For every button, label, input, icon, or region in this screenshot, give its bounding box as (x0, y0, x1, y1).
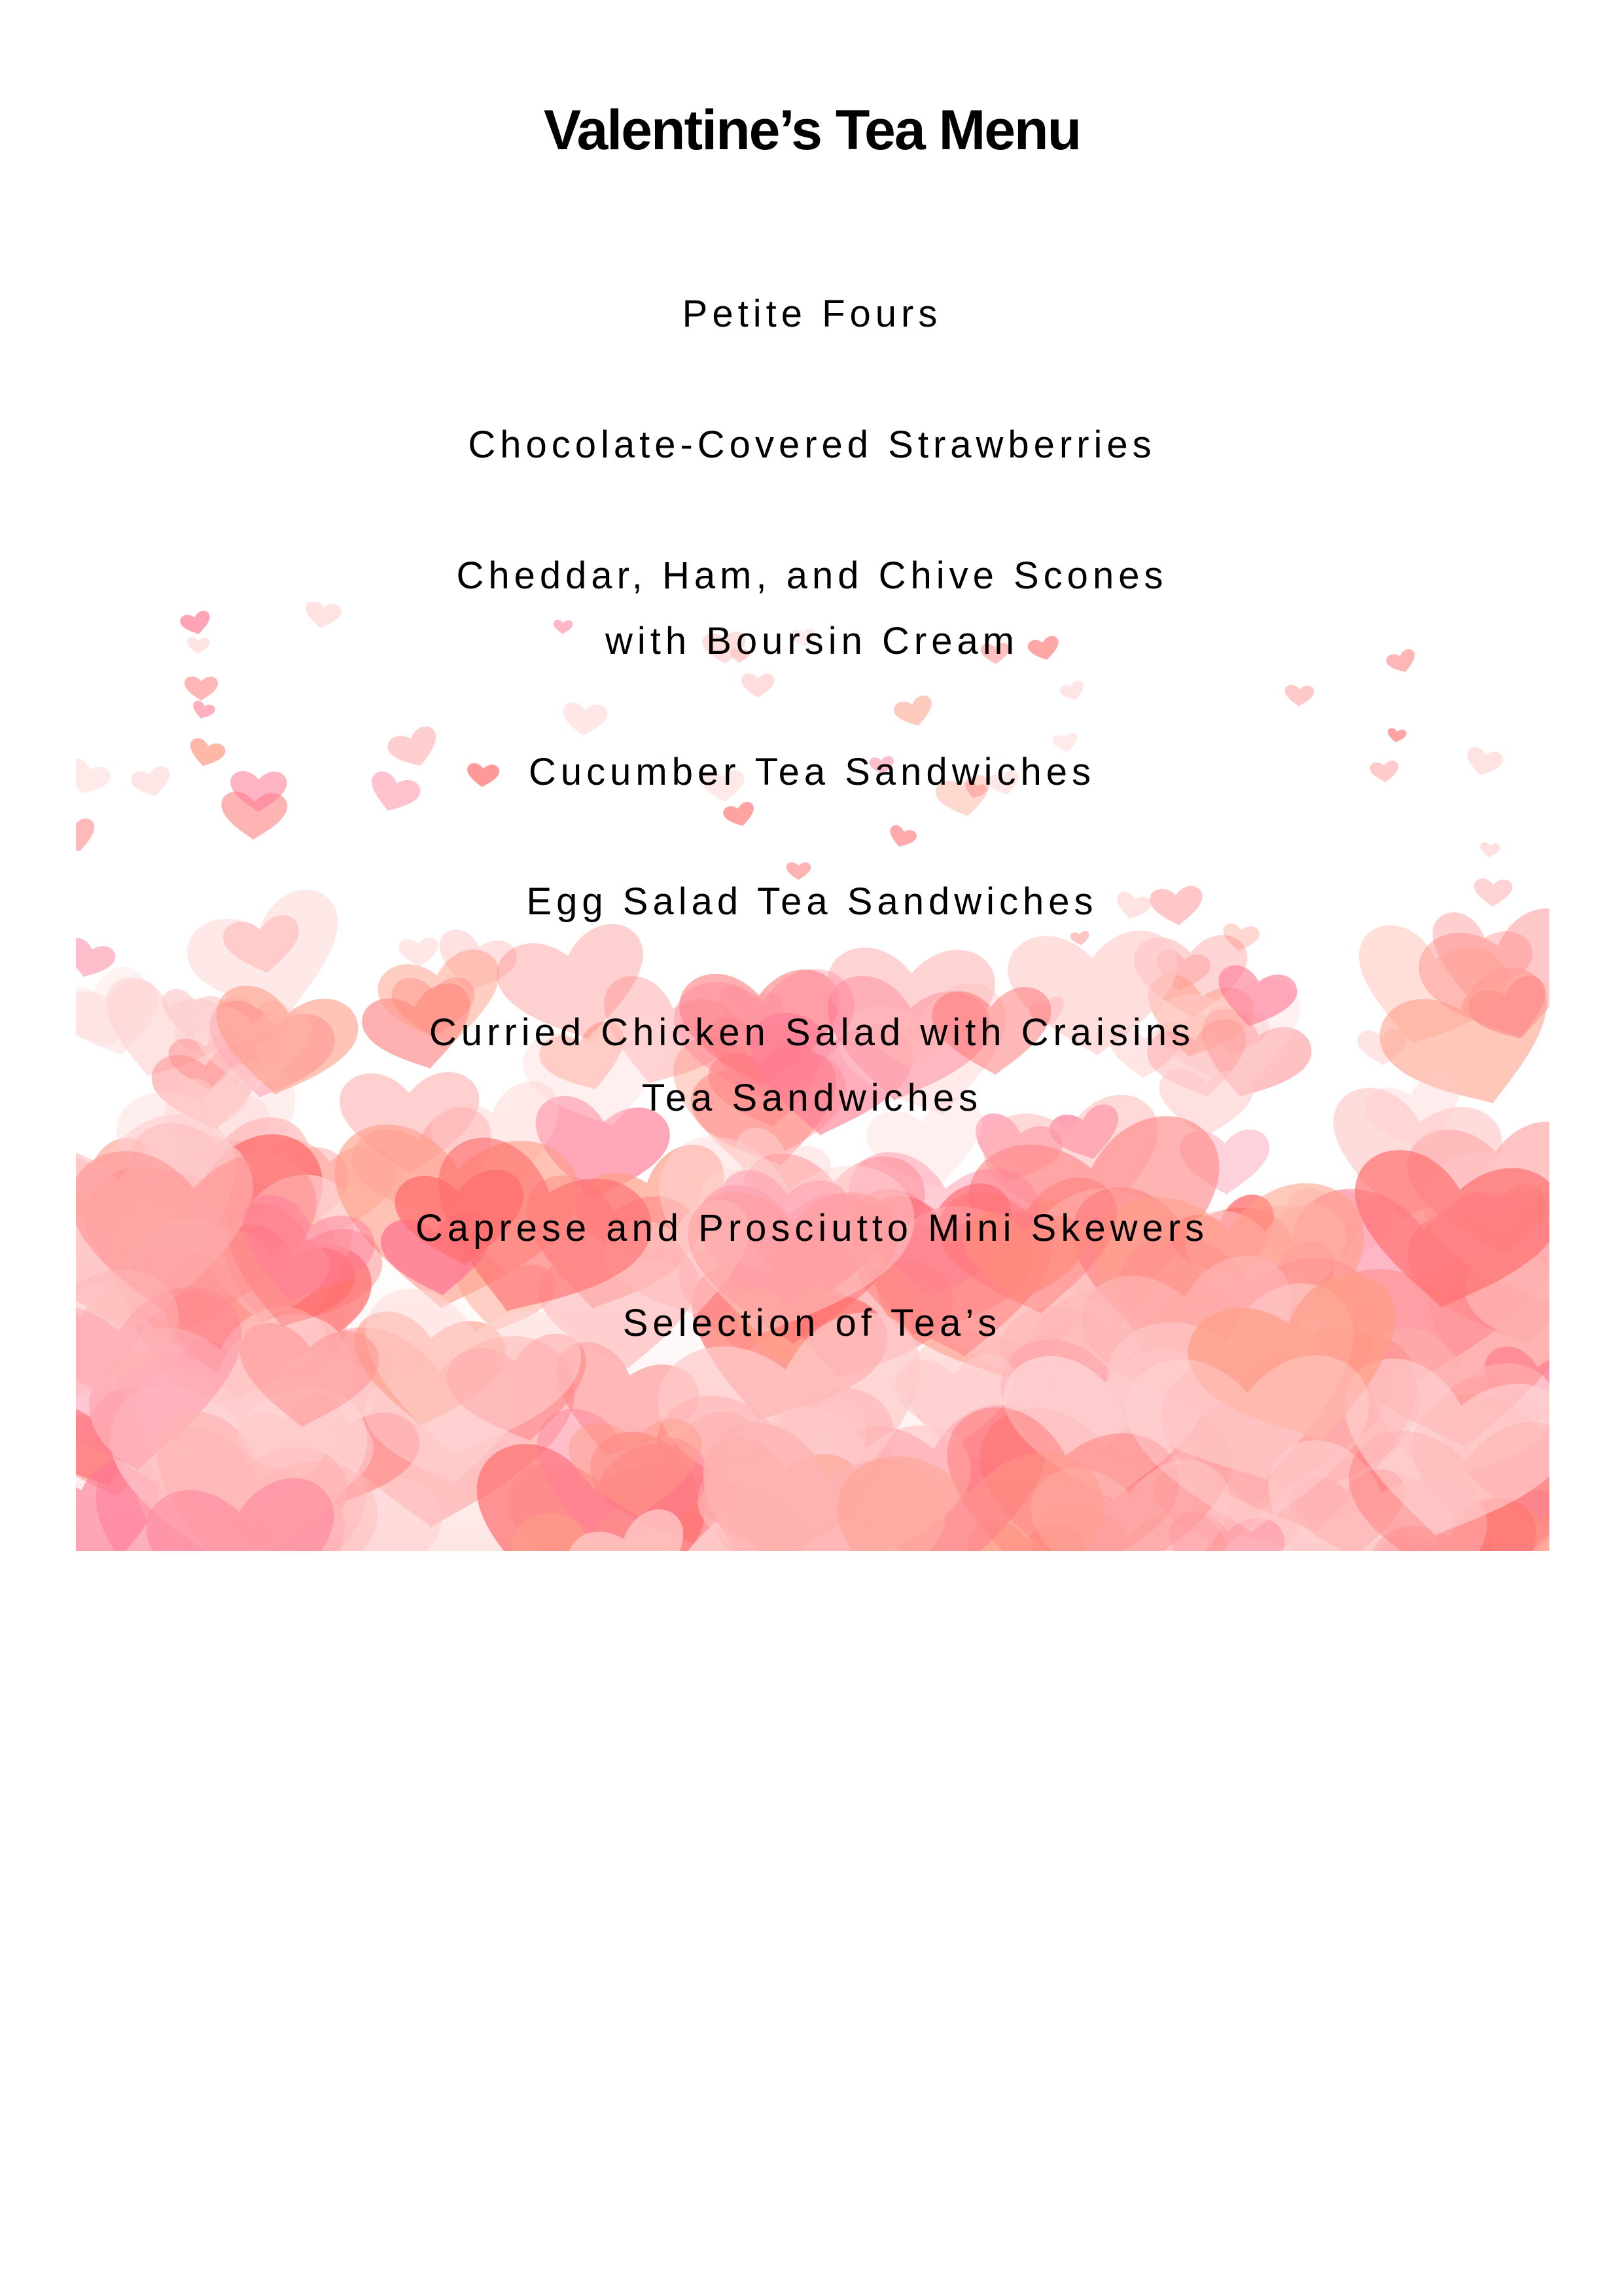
menu-item-line: Selection of Tea’s (622, 1302, 1002, 1344)
menu-item-caprese-skewers (0, 1196, 1624, 1261)
heart-icon (886, 823, 918, 851)
page-title: Valentine’s Tea Menu (543, 99, 1081, 162)
menu-item-egg-salad-sandwiches (0, 869, 1624, 935)
menu-item-line: Tea Sandwiches (641, 1077, 983, 1119)
menu-item-scones (0, 543, 1624, 674)
heart-icon (1479, 842, 1501, 858)
menu-item-line: with Boursin Cream (605, 620, 1019, 662)
menu-item-curried-chicken-sandwiches (0, 1000, 1624, 1131)
heart-icon (1059, 679, 1087, 704)
menu-item-line: Caprese and Prosciutto Mini Skewers (415, 1207, 1209, 1249)
heart-icon (741, 673, 775, 698)
menu-item-line: Chocolate-Covered Strawberries (468, 423, 1156, 466)
heart-icon (1284, 685, 1315, 707)
heart-icon (561, 702, 608, 738)
heart-icon (185, 676, 218, 700)
menu-item-line: Cucumber Tea Sandwiches (529, 751, 1095, 793)
menu-item-line: Petite Fours (682, 293, 942, 335)
menu-item-selection-of-teas (0, 1291, 1624, 1356)
menu-item-petite-fours (0, 281, 1624, 347)
heart-icon (190, 700, 217, 723)
menu-item-line: Egg Salad Tea Sandwiches (526, 880, 1098, 923)
menu-item-line: Cheddar, Ham, and Chive Scones (456, 554, 1168, 597)
heart-icon (398, 937, 440, 968)
menu-item-chocolate-strawberries (0, 412, 1624, 478)
heart-icon (892, 694, 937, 731)
menu-item-cucumber-sandwiches (0, 740, 1624, 805)
heart-icon (76, 816, 100, 857)
menu-item-line: Curried Chicken Salad with Craisins (429, 1011, 1195, 1054)
